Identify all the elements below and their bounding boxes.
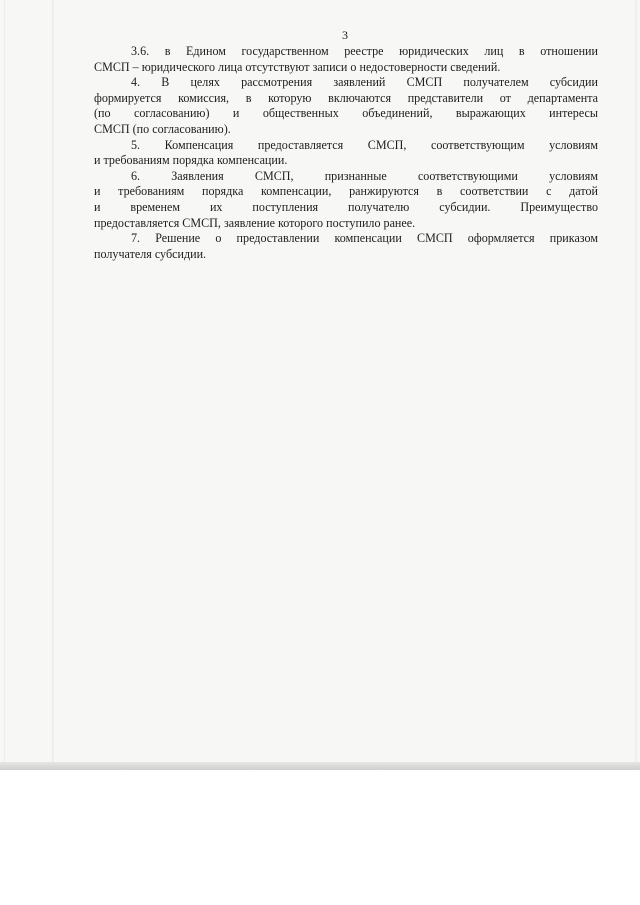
scan-edge-left xyxy=(52,0,54,770)
paragraph-line: (по согласованию) и общественных объединений, выражающих интересы xyxy=(94,106,598,121)
paragraph-line: 4. В целях рассмотрения заявлений СМСП получателем субсидии xyxy=(131,75,598,90)
paragraph-line: 5. Компенсация предоставляется СМСП, соответствующим условиям xyxy=(131,137,598,152)
paragraph-3-6 xyxy=(94,44,598,75)
scan-edge-right xyxy=(635,0,637,770)
paragraph-line: формируется комиссия, в которую включаются представители от департамента xyxy=(94,90,598,105)
paragraph-line: 6. Заявления СМСП, признанные соответствующими условиям xyxy=(131,168,598,183)
paragraph-6 xyxy=(94,169,598,231)
document-body xyxy=(94,44,598,262)
paragraph-line: 7. Решение о предоставлении компенсации СМСП оформляется приказом xyxy=(131,231,598,246)
scan-bottom-edge xyxy=(0,762,640,770)
page-number: 3 xyxy=(342,28,348,42)
paragraph-line: СМСП (по согласованию). xyxy=(94,121,231,136)
paragraph-line: и требованиям порядка компенсации. xyxy=(94,153,288,168)
blank-area-below-page xyxy=(0,770,640,905)
paragraph-line: предоставляется СМСП, заявление которого поступило ранее. xyxy=(94,215,416,230)
paragraph-4 xyxy=(94,75,598,137)
paragraph-line: и временем их поступления получателю субсидии. Преимущество xyxy=(94,199,598,214)
paragraph-line: СМСП – юридического лица отсутствуют записи о недостоверности сведений. xyxy=(94,59,501,74)
paragraph-5 xyxy=(94,138,598,169)
paragraph-line: и требованиям порядка компенсации, ранжируются в соответствии с датой xyxy=(94,184,598,199)
paragraph-7 xyxy=(94,231,598,262)
scan-edge-left-outer xyxy=(4,0,5,770)
paragraph-line: 3.6. в Едином государственном реестре юридических лиц в отношении xyxy=(131,44,598,58)
paragraph-line: получателя субсидии. xyxy=(94,246,207,261)
